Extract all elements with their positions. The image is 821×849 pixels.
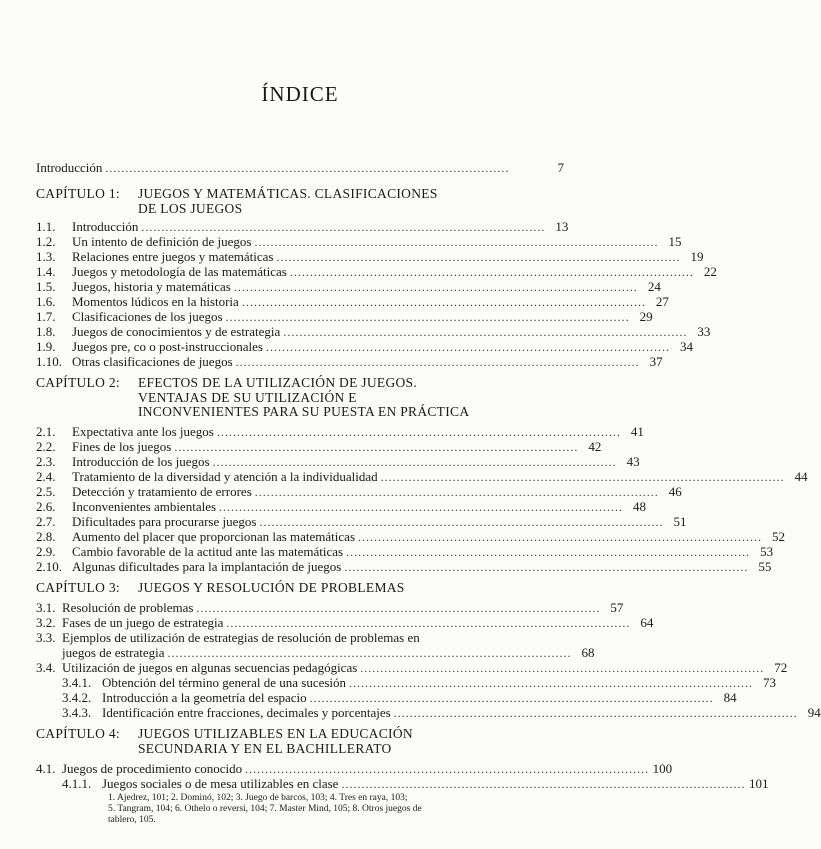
toc-entry-page: 51 bbox=[673, 513, 687, 529]
chapter-entries bbox=[36, 761, 769, 826]
toc-entry-number: 2.3. bbox=[36, 453, 56, 469]
toc-entry[interactable] bbox=[36, 528, 786, 544]
toc-entry-number: 2.5. bbox=[36, 483, 56, 499]
toc-entry-number: 2.8. bbox=[36, 528, 56, 544]
leader-dots bbox=[141, 219, 543, 235]
leader-dots bbox=[226, 615, 628, 631]
toc-entry[interactable] bbox=[36, 324, 711, 339]
toc-entry-number: 4.1. bbox=[36, 761, 56, 776]
toc-entry-page: 15 bbox=[668, 234, 682, 249]
toc-entry[interactable] bbox=[36, 249, 704, 264]
leader-dots bbox=[341, 776, 743, 792]
toc-entry-label: Juegos, historia y matemáticas bbox=[72, 279, 231, 294]
toc-entry-label: Inconvenientes ambientales bbox=[72, 498, 217, 514]
toc-entry-number: 3.4.3. bbox=[62, 705, 92, 720]
toc-entry-page: 48 bbox=[633, 498, 647, 514]
toc-entry-label: Un intento de definición de juegos bbox=[72, 234, 252, 249]
toc-entry-label: Tratamiento de la diversidad y atención a la individualidad bbox=[72, 468, 378, 484]
toc-entry-page: 29 bbox=[639, 309, 653, 324]
toc-entry-label: Algunas dificultades para la implantación de juegos bbox=[72, 558, 342, 574]
toc-entry[interactable] bbox=[36, 660, 788, 675]
page-title: ÍNDICE bbox=[261, 82, 339, 106]
leader-dots bbox=[245, 761, 647, 777]
leader-dots bbox=[213, 454, 615, 470]
toc-entry-label: Dificultades para procurarse juegos bbox=[72, 513, 257, 529]
chapter-heading bbox=[36, 581, 564, 596]
toc-entry-label: Identificación entre fracciones, decimales y porcentajes bbox=[102, 705, 391, 720]
toc-entry-label: Detección y tratamiento de errores bbox=[72, 483, 252, 499]
toc-entry-label: juegos de estrategia bbox=[62, 645, 165, 660]
chapter-title bbox=[138, 727, 564, 756]
toc-entry-label: Expectativa ante los juegos bbox=[72, 423, 214, 439]
toc-entry-label: Introducción de los juegos bbox=[72, 453, 210, 469]
toc-entry-page: 94 bbox=[807, 705, 821, 720]
toc-entry-label: Juegos de procedimiento conocido bbox=[62, 761, 243, 776]
toc-entry-number: 2.9. bbox=[36, 543, 56, 559]
toc-entry-page: 68 bbox=[581, 645, 595, 660]
toc-entry-number: 1.4. bbox=[36, 264, 56, 279]
leader-dots bbox=[259, 514, 661, 530]
toc-entry[interactable] bbox=[36, 264, 717, 279]
toc-entry-number: 2.1. bbox=[36, 423, 56, 439]
leader-dots bbox=[290, 264, 692, 280]
toc-entry-page: 42 bbox=[588, 438, 602, 454]
toc-entry-label: Resolución de problemas bbox=[62, 600, 194, 615]
toc-entry-label-continuation bbox=[62, 645, 595, 660]
toc-entry-page: 22 bbox=[703, 264, 717, 279]
leader-dots bbox=[344, 559, 746, 575]
toc-entry[interactable] bbox=[36, 294, 669, 309]
toc-entry-label: Ejemplos de utilización de estrategias de resolución de problemas en bbox=[62, 630, 420, 645]
leader-dots bbox=[346, 544, 748, 560]
toc-subentry[interactable] bbox=[36, 705, 821, 720]
toc-entry-page: 46 bbox=[668, 483, 682, 499]
leader-dots bbox=[196, 600, 598, 616]
toc-entry[interactable] bbox=[36, 483, 682, 499]
toc-subentry[interactable] bbox=[36, 675, 777, 690]
leader-dots bbox=[174, 439, 576, 455]
toc-entry[interactable] bbox=[36, 219, 569, 234]
chapter-title-line: DE LOS JUEGOS bbox=[138, 200, 243, 216]
toc-entry-page: 19 bbox=[690, 249, 704, 264]
chapter-title-line: JUEGOS Y RESOLUCIÓN DE PROBLEMAS bbox=[138, 579, 405, 595]
toc-entry[interactable] bbox=[36, 423, 644, 439]
toc-entry-label: Fases de un juego de estrategia bbox=[62, 615, 224, 630]
leader-dots bbox=[360, 660, 762, 676]
toc-entry-number: 3.1. bbox=[36, 600, 56, 615]
toc-entry-number: 2.10. bbox=[36, 558, 62, 574]
chapter-title bbox=[138, 187, 564, 216]
leader-dots bbox=[266, 339, 668, 355]
note-line: tablero, 105. bbox=[108, 815, 156, 825]
toc-entry-label: Introducción bbox=[72, 219, 139, 234]
toc-subentry[interactable] bbox=[36, 690, 737, 705]
toc-entry-label: Introducción a la geometría del espacio bbox=[102, 690, 307, 705]
chapter-title-line: INCONVENIENTES PARA SU PUESTA EN PRÁCTICA bbox=[138, 404, 470, 419]
toc-entry-label: Clasificaciones de los juegos bbox=[72, 309, 223, 324]
leader-dots bbox=[219, 499, 621, 515]
toc-entry-number: 3.4. bbox=[36, 660, 56, 675]
leader-dots bbox=[236, 354, 638, 370]
chapter-title-line: JUEGOS Y MATEMÁTICAS. CLASIFICACIONES bbox=[138, 186, 438, 201]
table-of-contents bbox=[36, 160, 821, 826]
chapter-label: CAPÍTULO 2: bbox=[36, 375, 120, 390]
chapter-title bbox=[138, 376, 564, 420]
chapter-title-line: EFECTOS DE LA UTILIZACIÓN DE JUEGOS. bbox=[138, 375, 418, 390]
toc-entry-page: 37 bbox=[649, 354, 663, 369]
toc-entry-page: 64 bbox=[640, 615, 654, 630]
toc-entry-number: 2.7. bbox=[36, 513, 56, 529]
toc-entry-page: 84 bbox=[723, 690, 737, 705]
leader-dots bbox=[394, 705, 796, 721]
toc-entry[interactable] bbox=[36, 630, 595, 660]
leader-dots bbox=[255, 484, 657, 500]
leader-dots bbox=[234, 279, 636, 295]
toc-entry[interactable] bbox=[36, 761, 673, 776]
chapter-entries bbox=[36, 423, 808, 574]
toc-entry-page: 55 bbox=[758, 558, 772, 574]
toc-entry-label: Obtención del término general de una sucesión bbox=[102, 675, 347, 690]
toc-entry[interactable] bbox=[36, 279, 661, 294]
toc-entry-page: 34 bbox=[679, 339, 693, 354]
toc-entry-page: 27 bbox=[655, 294, 669, 309]
toc-entry-number: 1.5. bbox=[36, 279, 56, 294]
toc-entry-number: 1.10. bbox=[36, 354, 62, 369]
leader-dots bbox=[254, 234, 656, 250]
toc-entry-page: 41 bbox=[630, 423, 644, 439]
leader-dots bbox=[226, 309, 628, 325]
toc-entry-number: 3.3. bbox=[36, 630, 56, 645]
toc-entry-number: 3.2. bbox=[36, 615, 56, 630]
chapter-label: CAPÍTULO 3: bbox=[36, 579, 120, 595]
chapter-heading bbox=[36, 727, 564, 756]
leader-dots bbox=[276, 249, 678, 265]
toc-entry-number: 1.1. bbox=[36, 219, 56, 234]
toc-entry[interactable] bbox=[36, 558, 772, 574]
chapter-heading bbox=[36, 376, 564, 420]
leader-dots bbox=[358, 529, 760, 545]
chapter-entries bbox=[36, 600, 821, 720]
chapter-heading bbox=[36, 187, 564, 216]
leader-dots bbox=[242, 294, 644, 310]
toc-entry-number: 1.8. bbox=[36, 324, 56, 339]
toc-entry-page: 52 bbox=[772, 528, 786, 544]
toc-entry-number: 1.9. bbox=[36, 339, 56, 354]
leader-dots bbox=[168, 645, 570, 661]
toc-entry-label: Juegos y metodología de las matemáticas bbox=[72, 264, 287, 279]
toc-entry-label: Utilización de juegos en algunas secuencias pedagógicas bbox=[62, 660, 358, 675]
toc-entry-label: Momentos lúdicos en la historia bbox=[72, 294, 239, 309]
games-list-note bbox=[36, 793, 564, 826]
toc-entry[interactable] bbox=[36, 339, 693, 354]
toc-entry-label: Juegos sociales o de mesa utilizables en clase bbox=[102, 776, 339, 791]
toc-entry-label: Fines de los juegos bbox=[72, 438, 172, 454]
chapter-title-line: SECUNDARIA Y EN EL BACHILLERATO bbox=[138, 740, 392, 756]
toc-entry-page: 72 bbox=[774, 660, 788, 675]
toc-entry-page: 24 bbox=[647, 279, 661, 294]
toc-entry[interactable] bbox=[36, 615, 654, 630]
toc-entry[interactable] bbox=[36, 600, 624, 615]
toc-entry-number: 3.4.2. bbox=[62, 690, 92, 705]
toc-entry-label: Otras clasificaciones de juegos bbox=[72, 354, 233, 369]
toc-entry-page: 57 bbox=[610, 600, 624, 615]
leader-dots bbox=[105, 160, 539, 176]
toc-entry-page: 100 bbox=[652, 761, 673, 776]
toc-entry[interactable] bbox=[36, 468, 808, 484]
toc-entry-label: Aumento del placer que proporcionan las matemáticas bbox=[72, 528, 356, 544]
toc-entry-number: 3.4.1. bbox=[62, 675, 92, 690]
toc-entry-page: 33 bbox=[697, 324, 711, 339]
toc-entry-number: 1.2. bbox=[36, 234, 56, 249]
note-line: 5. Tangram, 104; 6. Othelo o reversi, 104; 7. Master Mind, 105; 8. Otros juegos de bbox=[108, 804, 422, 814]
toc-entry[interactable] bbox=[36, 438, 602, 454]
toc-entry-number: 2.2. bbox=[36, 438, 56, 454]
toc-entry-introduccion[interactable] bbox=[36, 160, 564, 175]
chapter-entries bbox=[36, 219, 717, 369]
chapter-label: CAPÍTULO 4: bbox=[36, 726, 120, 741]
toc-entry-label: Introducción bbox=[36, 160, 103, 175]
toc-entry[interactable] bbox=[36, 234, 682, 249]
chapter-title-line: VENTAJAS DE SU UTILIZACIÓN E bbox=[138, 389, 357, 405]
leader-dots bbox=[381, 469, 783, 485]
toc-entry[interactable] bbox=[36, 453, 640, 469]
toc-entry-label: Juegos pre, co o post-instruccionales bbox=[72, 339, 263, 354]
toc-entry-number: 2.6. bbox=[36, 498, 56, 514]
chapter-label: CAPÍTULO 1: bbox=[36, 186, 120, 201]
note-line: 1. Ajedrez, 101; 2. Dominó, 102; 3. Juego de barcos, 103; 4. Tres en raya, 103; bbox=[108, 793, 408, 803]
toc-entry-page: 13 bbox=[555, 219, 569, 234]
toc-entry-number: 1.6. bbox=[36, 294, 56, 309]
leader-dots bbox=[349, 675, 751, 691]
chapter-title bbox=[138, 581, 564, 596]
leader-dots bbox=[283, 324, 685, 340]
toc-entry[interactable] bbox=[36, 354, 663, 369]
leader-dots bbox=[217, 424, 619, 440]
toc-entry-number: 1.3. bbox=[36, 249, 56, 264]
toc-entry-page: 53 bbox=[760, 543, 774, 559]
toc-entry[interactable] bbox=[36, 309, 653, 324]
toc-entry-number: 4.1.1. bbox=[62, 776, 92, 791]
toc-entry[interactable] bbox=[36, 543, 774, 559]
toc-entry-page: 101 bbox=[748, 776, 769, 791]
toc-entry-page: 73 bbox=[763, 675, 777, 690]
toc-entry-label: Juegos de conocimientos y de estrategia bbox=[72, 324, 281, 339]
toc-entry-number: 1.7. bbox=[36, 309, 56, 324]
toc-entry-label: Cambio favorable de la actitud ante las matemáticas bbox=[72, 543, 344, 559]
toc-entry-page: 7 bbox=[557, 160, 564, 175]
toc-entry[interactable] bbox=[36, 513, 687, 529]
toc-entry-label: Relaciones entre juegos y matemáticas bbox=[72, 249, 274, 264]
toc-entry[interactable] bbox=[36, 498, 647, 514]
toc-entry-page: 44 bbox=[794, 468, 808, 484]
toc-subentry[interactable] bbox=[36, 776, 769, 791]
toc-entry-number: 2.4. bbox=[36, 468, 56, 484]
chapter-title-line: JUEGOS UTILIZABLES EN LA EDUCACIÓN bbox=[138, 726, 413, 741]
leader-dots bbox=[310, 690, 712, 706]
toc-entry-page: 43 bbox=[626, 453, 640, 469]
